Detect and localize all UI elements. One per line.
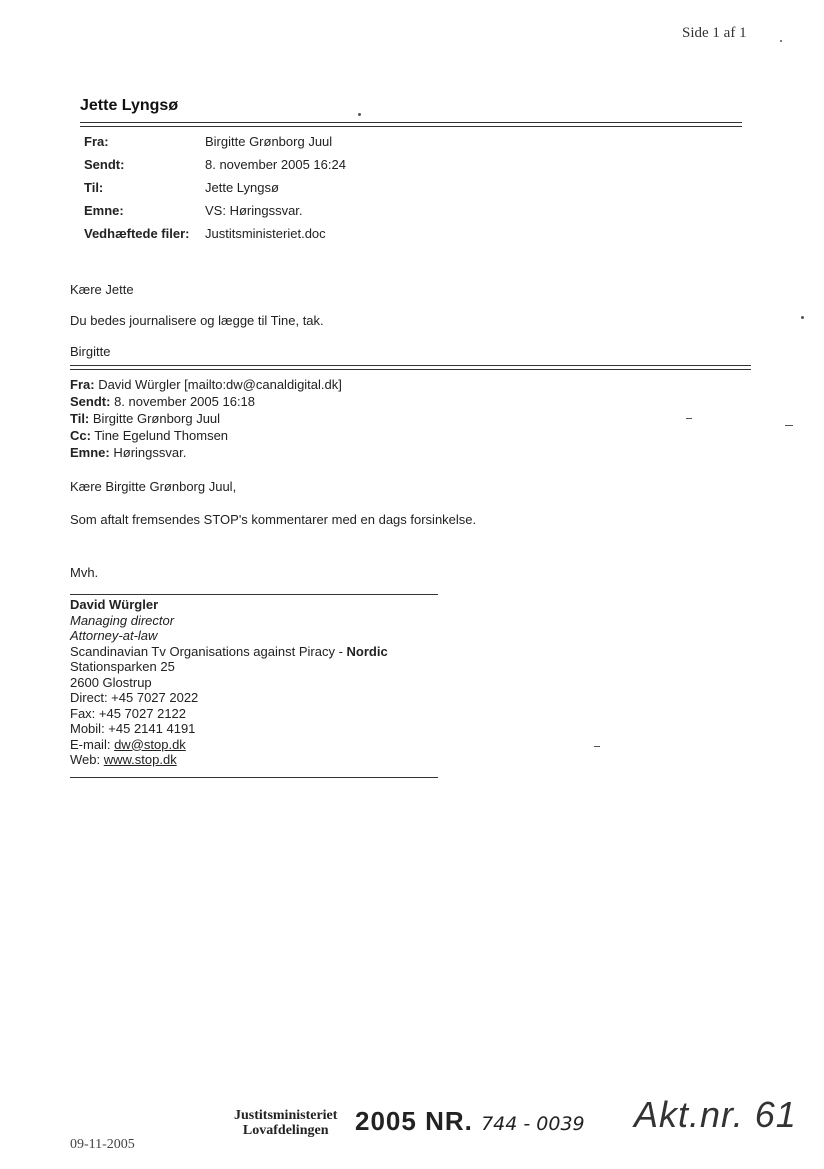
header-value: Birgitte Grønborg Juul (205, 134, 333, 149)
email-label: E-mail: (70, 736, 111, 752)
scan-speck (801, 316, 804, 319)
forward-sent (70, 394, 255, 409)
signature-org-suffix: Nordic (346, 643, 388, 659)
forward-cc-label: Cc: (70, 428, 91, 443)
scan-speck (358, 113, 361, 116)
forward-subject-value: Høringssvar. (113, 445, 187, 460)
signature-title: Attorney-at-law (70, 628, 158, 643)
forward-cc-value: Tine Egelund Thomsen (94, 428, 229, 443)
email-header (84, 134, 346, 249)
print-date: 09-11-2005 (70, 1137, 135, 1152)
header-row-attachments (84, 226, 346, 249)
signature-city: 2600 Glostrup (70, 674, 152, 690)
header-value: Jette Lyngsø (205, 180, 279, 195)
page-title: Jette Lyngsø (80, 97, 179, 114)
header-label: Sendt: (84, 157, 125, 172)
signature-org-prefix: Scandinavian Tv Organisations against Piracy - (70, 643, 343, 659)
signature-org (70, 644, 388, 660)
forward-to-value: Birgitte Grønborg Juul (92, 411, 221, 426)
forward-from (70, 377, 342, 392)
forward-from-label: Fra: (70, 377, 95, 392)
case-prefix: 2005 (355, 1106, 417, 1136)
email-link[interactable]: dw@stop.dk (114, 736, 186, 752)
web-link[interactable]: www.stop.dk (103, 752, 177, 767)
page-number: Side 1 af 1 (682, 25, 747, 41)
signature-role: Managing director (70, 612, 175, 628)
forward-sent-value: 8. november 2005 16:18 (114, 394, 256, 409)
signature-web (70, 752, 388, 768)
forward-subject (70, 445, 186, 460)
body-message: Du bedes journalisere og lægge til Tine, tak. (70, 313, 324, 328)
header-row-to (84, 180, 346, 203)
forward-closing: Mvh. (70, 565, 99, 580)
header-label: Vedhæftede filer: (84, 226, 190, 241)
ministry-stamp (234, 1108, 337, 1138)
header-value: 8. november 2005 16:24 (205, 157, 346, 172)
forward-cc (70, 428, 228, 443)
signature-fax: Fax: +45 7027 2122 (70, 705, 187, 721)
signature-direct: Direct: +45 7027 2022 (70, 690, 199, 705)
stamp-line1: Justitsministeriet (234, 1108, 338, 1123)
akt-number: Akt.nr. 61 (634, 1094, 797, 1135)
forward-sent-label: Sendt: (70, 394, 111, 409)
attachment-link[interactable]: Justitsministeriet.doc (205, 226, 326, 241)
signature (70, 597, 388, 768)
stamp-line2: Lovafdelingen (242, 1123, 329, 1138)
header-value: VS: Høringssvar. (205, 203, 303, 218)
scan-speck (780, 40, 782, 42)
forward-to (70, 411, 220, 426)
forward-subject-label: Emne: (70, 445, 110, 460)
forward-divider (70, 365, 751, 370)
signature-bottom-rule (70, 777, 438, 778)
forward-greeting: Kære Birgitte Grønborg Juul, (70, 479, 237, 494)
header-label: Fra: (84, 134, 109, 149)
forward-to-label: Til: (70, 411, 90, 426)
scan-speck (594, 746, 600, 747)
body-signoff: Birgitte (70, 344, 111, 359)
header-row-from (84, 134, 346, 157)
body-greeting: Kære Jette (70, 282, 134, 297)
scan-speck (785, 425, 793, 426)
case-mid: NR. (425, 1106, 473, 1136)
signature-street: Stationsparken 25 (70, 659, 175, 674)
case-number-stamp (355, 1106, 585, 1137)
scan-speck (686, 418, 692, 419)
signature-email (70, 737, 388, 753)
signature-name: David Würgler (70, 597, 159, 612)
title-divider (80, 122, 742, 127)
case-handwritten: 744 - 0039 (481, 1113, 585, 1135)
signature-top-rule (70, 594, 438, 595)
header-label: Til: (84, 180, 104, 195)
header-row-subject (84, 203, 346, 226)
header-row-sent (84, 157, 346, 180)
web-label: Web: (70, 752, 101, 767)
header-label: Emne: (84, 203, 124, 218)
forward-from-value: David Würgler [mailto:dw@canaldigital.dk] (98, 377, 342, 392)
forward-message: Som aftalt fremsendes STOP's kommentarer med en dags forsinkelse. (70, 512, 477, 527)
signature-mobile: Mobil: +45 2141 4191 (70, 721, 196, 736)
